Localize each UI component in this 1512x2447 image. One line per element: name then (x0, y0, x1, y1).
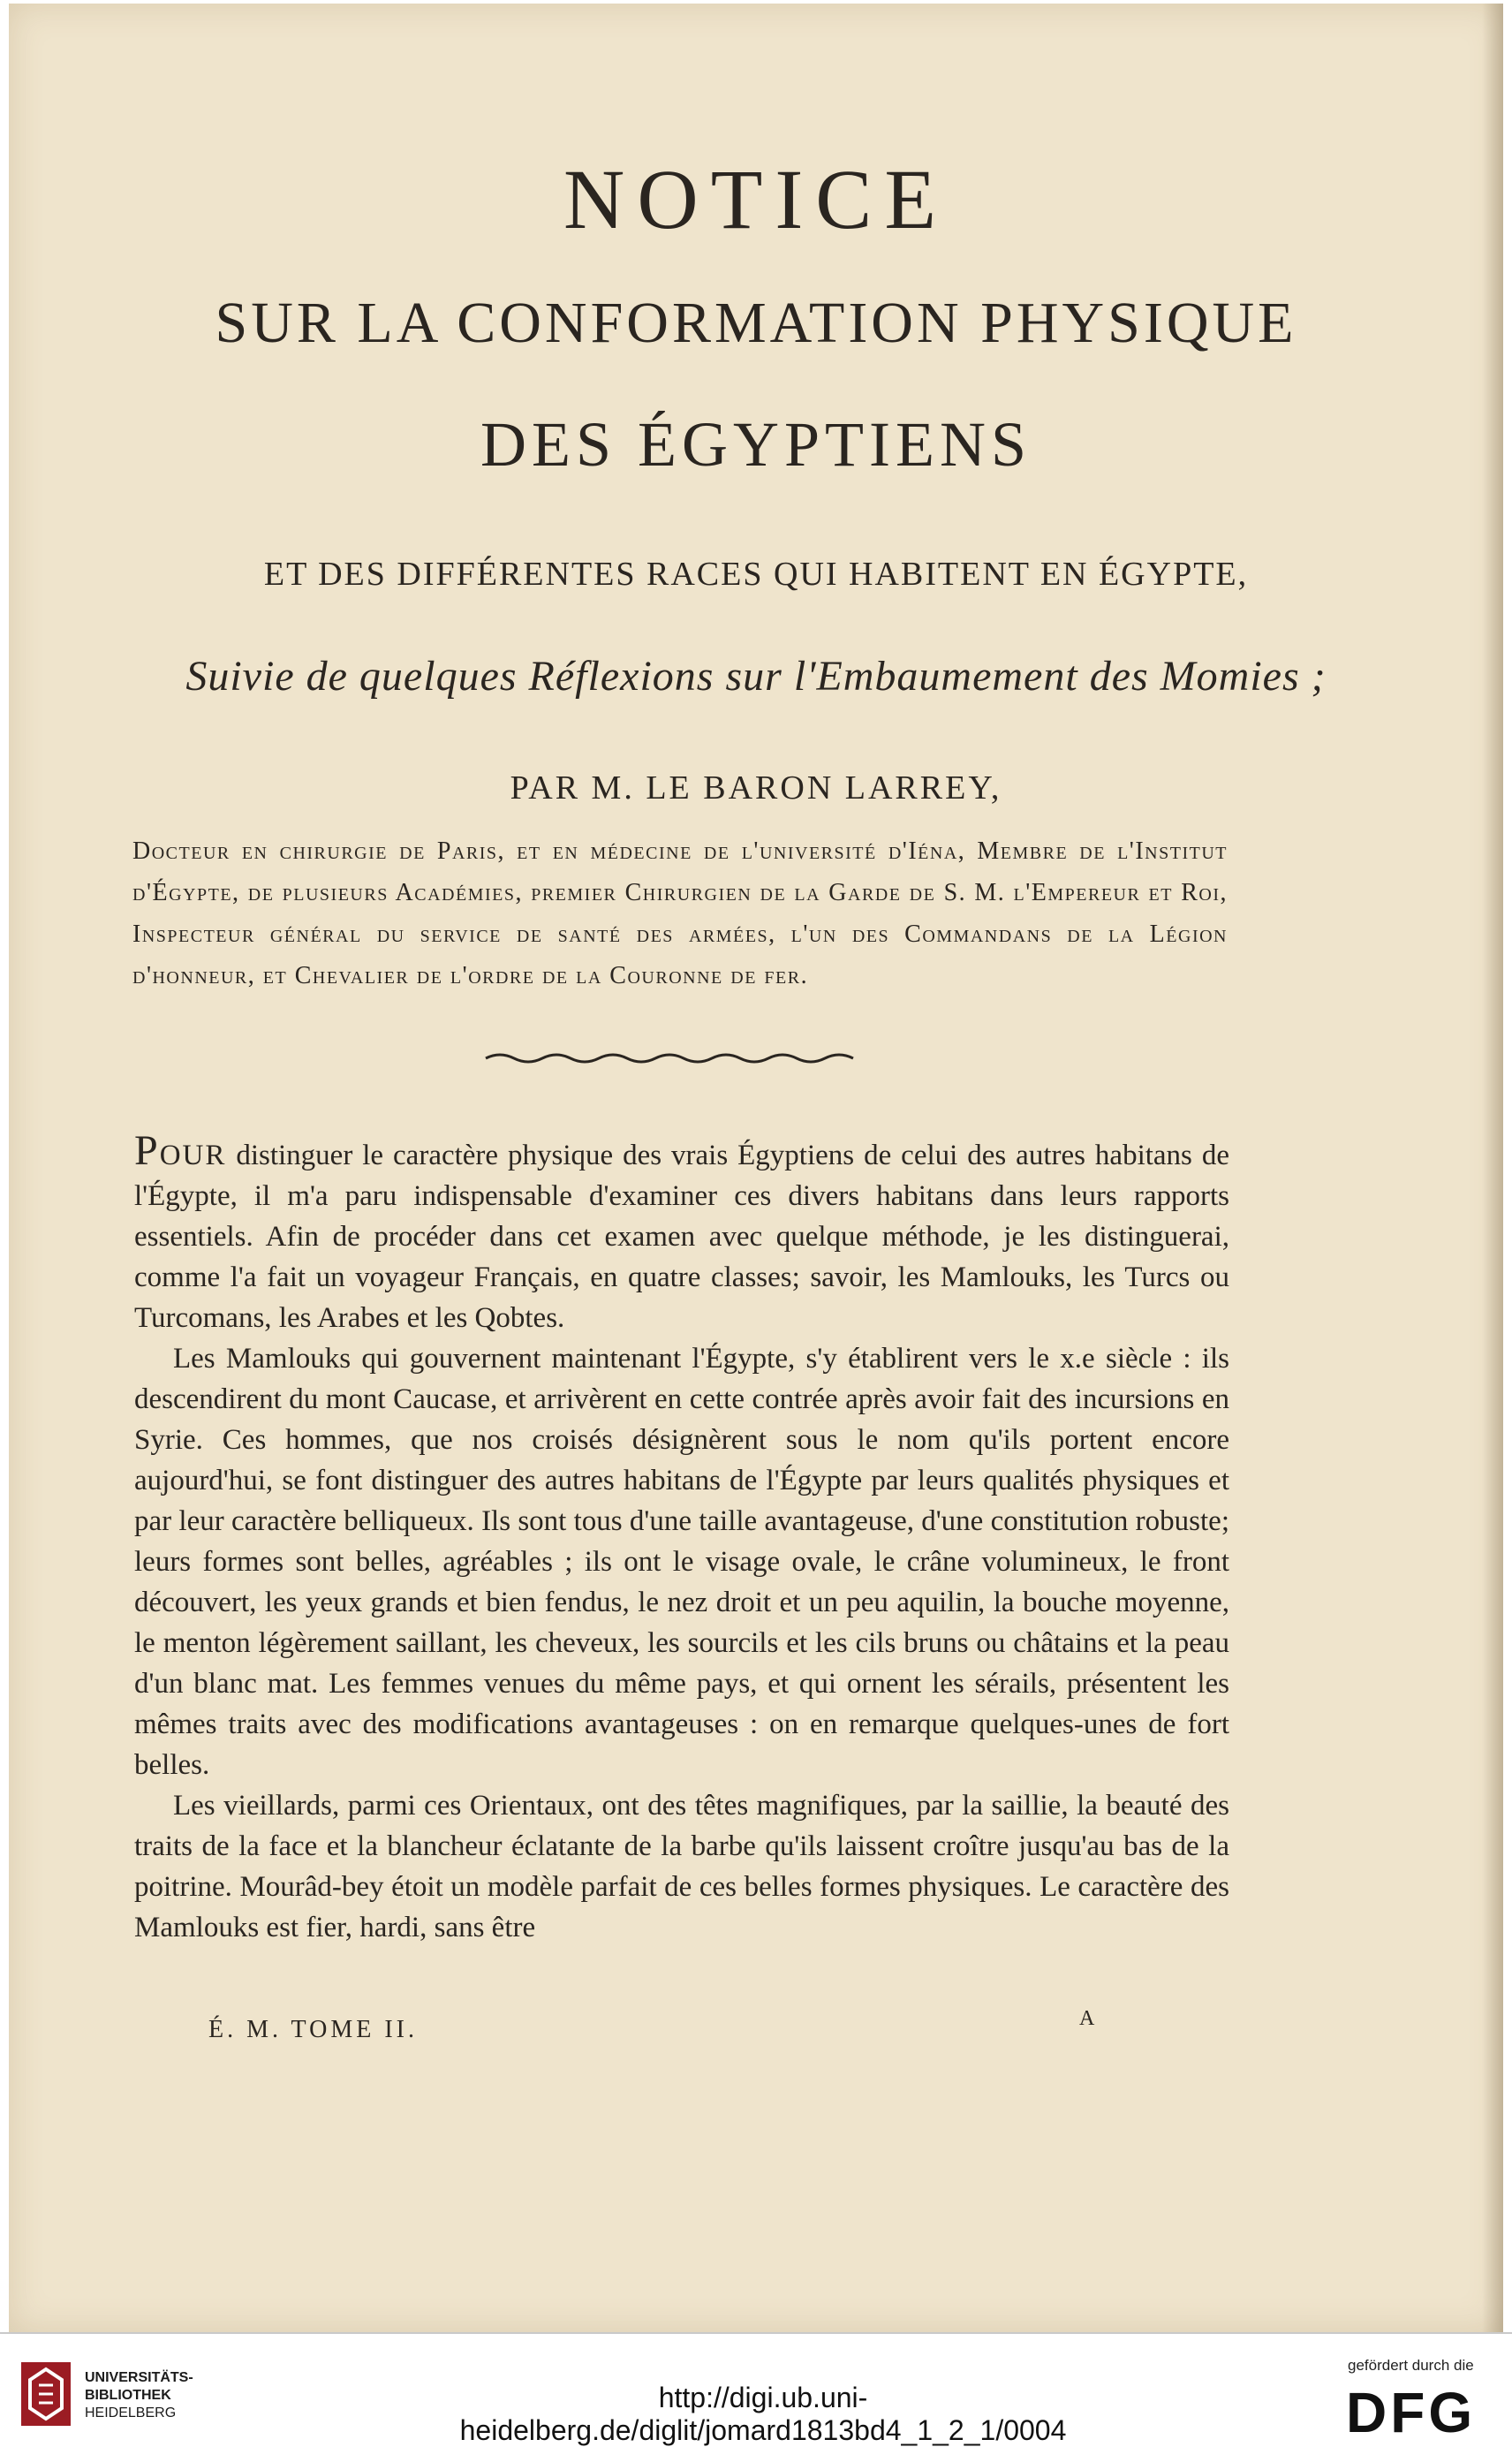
footer-bar (0, 2332, 1512, 2445)
author-line: PAR M. LE BARON LARREY, (510, 769, 1002, 807)
signature-mark: A (1079, 2007, 1095, 2030)
title-main: NOTICE (563, 152, 949, 246)
signature-line: É. M. TOME II. (208, 2016, 418, 2043)
body-text (134, 1127, 1229, 1948)
footer-divider (0, 2332, 1512, 2334)
paragraph-1-smallcaps: OUR (159, 1140, 227, 1171)
university-name-line-1: UNIVERSITÄTS- (85, 2370, 193, 2385)
ornament-divider (484, 1049, 855, 1067)
paragraph-1-text: distinguer le caractère physique des vrais Égyptiens de celui des autres habitans de l'Égypte, il m'a paru indispensable d'examiner ces divers habitans dans leurs rapports essentiels. Afin de procéder dans cet examen avec quelque méthode, je les distinguerai, comme l'a fait un voyageur Français, en quatre classes; savoir, les Mamlouks, les Turcs ou Turcomans, les Arabes et les Qobtes. (134, 1140, 1229, 1334)
title-line-4: ET DES DIFFÉRENTES RACES QUI HABITENT EN ÉGYPTE, (263, 556, 1249, 593)
dfg-logo: DFG (1346, 2381, 1477, 2444)
drop-cap: P (134, 1127, 160, 1174)
university-name-line-3: HEIDELBERG (85, 2405, 177, 2420)
paragraph-3: Les vieillards, parmi ces Orientaux, ont des têtes magnifiques, par la saillie, la beauté des traits de la face et la blancheur éclatante de la barbe qu'ils laissent croître jusqu'au bas de la poitrine. Mourâd-bey étoit un modèle parfait de ces belles formes physiques. Le caractère des Mamlouks est fier, hardi, sans être (134, 1790, 1229, 1943)
university-name (85, 2369, 193, 2422)
funding-caption: gefördert durch die (1348, 2357, 1474, 2374)
paragraph-1 (134, 1127, 1229, 1338)
subtitle: Suivie de quelques Réflexions sur l'Embaumement des Momies ; (185, 653, 1327, 700)
source-url-link[interactable]: http://digi.ub.uni-heidelberg.de/diglit/jomard1813bd4_1_2_1/0004 (459, 2382, 1067, 2446)
title-line-3: DES ÉGYPTIENS (480, 409, 1032, 480)
title-line-2: SUR LA CONFORMATION PHYSIQUE (215, 291, 1297, 355)
university-name-line-2: BIBLIOTHEK (85, 2388, 171, 2403)
author-credentials: Docteur en chirurgie de Paris, et en médecine de l'université d'Iéna, Membre de l'Institut d'Égypte, de plusieurs Académies, premier Chirurgien de la Garde de S. M. l'Empereur et Roi, Inspecteur général du service de santé des armées, l'un des Commandans de la Légion d'honneur, et Chevalier de l'ordre de la Couronne de fer. (132, 837, 1228, 989)
paragraph-2: Les Mamlouks qui gouvernent maintenant l'Égypte, s'y établirent vers le x.e siècle : ils descendirent du mont Caucase, et arrivèrent en cette contrée après avoir fait des incursions en Syrie. Ces hommes, que nos croisés désignèrent sous le nom qu'ils portent encore aujourd'hui, se font distinguer des autres habitans de l'Égypte par leurs qualités physiques et par leur caractère belliqueux. Ils sont tous d'une taille avantageuse, d'une constitution robuste; leurs formes sont belles, agréables ; ils ont le visage ovale, le crâne volumineux, le front découvert, les yeux grands et bien fendus, le nez droit et un peu aquilin, la bouche moyenne, le menton légèrement saillant, les cheveux, les sourcils et les cils bruns ou châtains et la peau d'un blanc mat. Les femmes venues du même pays, et qui ornent les sérails, présentent les mêmes traits avec des modifications avantageuses : on en remarque quelques-unes de fort belles. (134, 1343, 1229, 1781)
university-seal-icon (18, 2359, 74, 2429)
